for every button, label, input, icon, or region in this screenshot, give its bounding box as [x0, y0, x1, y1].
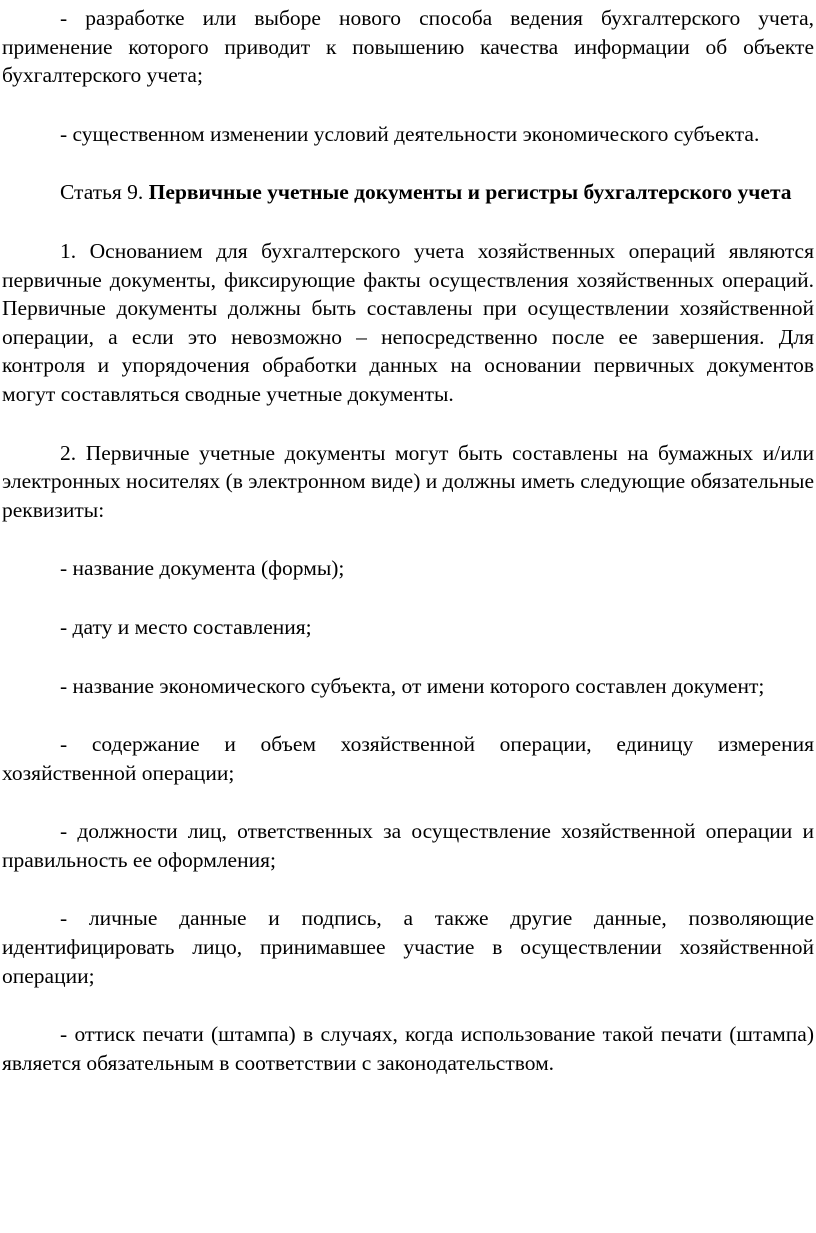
paragraph-item-2: 2. Первичные учетные документы могут быть составлены на бумажных и/или электронных носителях (в электронном виде) и должны иметь следующие обязательные реквизиты: — [2, 440, 814, 522]
list-item-requisite: - должности лиц, ответственных за осуществление хозяйственной операции и правильность ее оформления; — [2, 819, 814, 872]
article-title: Первичные учетные документы и регистры бухгалтерского учета — [148, 180, 792, 205]
list-item-requisite: - личные данные и подпись, а также другие данные, позволяющие идентифицировать лицо, принимавшее участие в осуществлении хозяйственной операции; — [2, 906, 814, 988]
paragraph-item-1: 1. Основанием для бухгалтерского учета хозяйственных операций являются первичные документы, фиксирующие факты осуществления хозяйственных операций. Первичные документы должны быть составлены при осуществлении хозяйственной операции, а если это невозможно – непосредственно после ее завершения. Для контроля и упорядочения обработки данных на основании первичных документов могут составляться сводные учетные документы. — [2, 238, 814, 406]
article-label: Статья 9. — [60, 180, 144, 205]
article-heading — [2, 178, 814, 207]
paragraph-method-change: - разработке или выборе нового способа ведения бухгалтерского учета, применение которого приводит к повышению качества информации об объекте бухгалтерского учета; — [2, 6, 814, 88]
list-item-requisite: - содержание и объем хозяйственной операции, единицу измерения хозяйственной операции; — [2, 732, 814, 785]
list-item-requisite: - дату и место составления; — [60, 614, 312, 639]
list-item-requisite: - оттиск печати (штампа) в случаях, когда использование такой печати (штампа) является обязательным в соответствии с законодательством. — [2, 1022, 814, 1075]
list-item-requisite: - название документа (формы); — [60, 556, 345, 581]
list-item-requisite: - название экономического субъекта, от имени которого составлен документ; — [60, 673, 765, 698]
paragraph-conditions-change: - существенном изменении условий деятельности экономического субъекта. — [60, 121, 760, 146]
